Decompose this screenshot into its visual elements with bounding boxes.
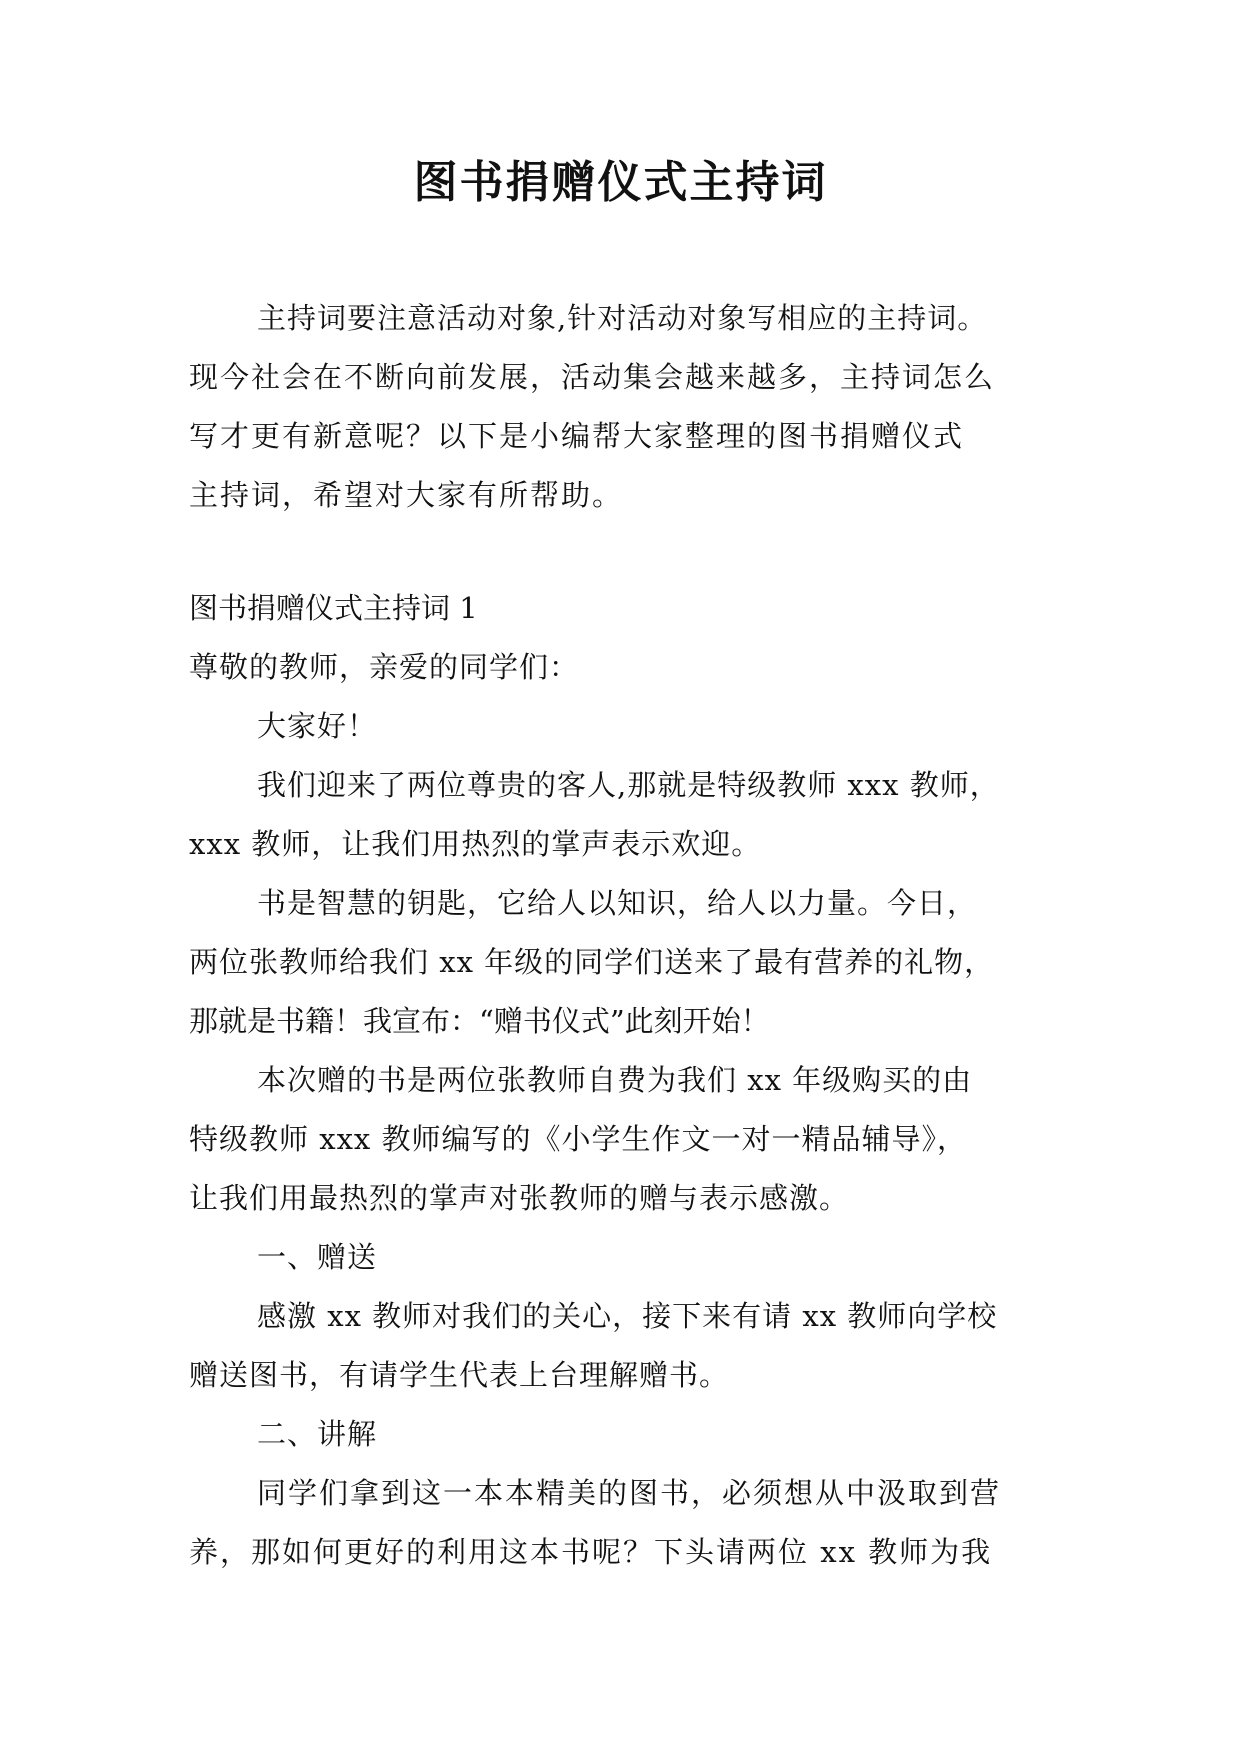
document-title: 图书捐赠仪式主持词 <box>413 157 828 208</box>
greeting-line: 大家好！ <box>257 709 378 743</box>
body-line-6: 本次赠的书是两位张教师自费为我们 xx 年级购买的由 <box>257 1063 973 1097</box>
section-heading: 图书捐赠仪式主持词 1 <box>189 591 478 625</box>
body-line-7: 特级教师 xxx 教师编写的《小学生作文一对一精品辅导》， <box>189 1122 968 1156</box>
intro-line-4: 主持词，希望对大家有所帮助。 <box>189 478 624 512</box>
body-line-4: 两位张教师给我们 xx 年级的同学们送来了最有营养的礼物， <box>189 945 995 979</box>
subheading-explanation: 二、讲解 <box>257 1417 378 1451</box>
body-line-2: xxx 教师，让我们用热烈的掌声表示欢迎。 <box>189 827 762 861</box>
body-line-1: 我们迎来了两位尊贵的客人,那就是特级教师 xxx 教师， <box>257 768 1000 802</box>
body-line-10: 赠送图书，有请学生代表上台理解赠书。 <box>189 1358 730 1392</box>
intro-line-3: 写才更有新意呢？以下是小编帮大家整理的图书捐赠仪式 <box>189 419 965 453</box>
body-line-5: 那就是书籍！我宣布：“赠书仪式”此刻开始！ <box>189 1004 770 1038</box>
subheading-donation: 一、赠送 <box>257 1240 378 1274</box>
body-line-8: 让我们用最热烈的掌声对张教师的赠与表示感激。 <box>189 1181 850 1215</box>
body-line-11: 同学们拿到这一本本精美的图书，必须想从中汲取到营 <box>257 1476 1002 1510</box>
body-line-3: 书是智慧的钥匙，它给人以知识，给人以力量。今日， <box>257 886 978 920</box>
intro-line-1: 主持词要注意活动对象,针对活动对象写相应的主持词。 <box>257 301 988 335</box>
body-line-12: 养，那如何更好的利用这本书呢？下头请两位 xx 教师为我 <box>189 1535 993 1569</box>
salutation-line: 尊敬的教师，亲爱的同学们： <box>189 650 580 684</box>
intro-line-2: 现今社会在不断向前发展，活动集会越来越多，主持词怎么 <box>189 360 996 394</box>
body-line-9: 感激 xx 教师对我们的关心，接下来有请 xx 教师向学校 <box>257 1299 998 1333</box>
